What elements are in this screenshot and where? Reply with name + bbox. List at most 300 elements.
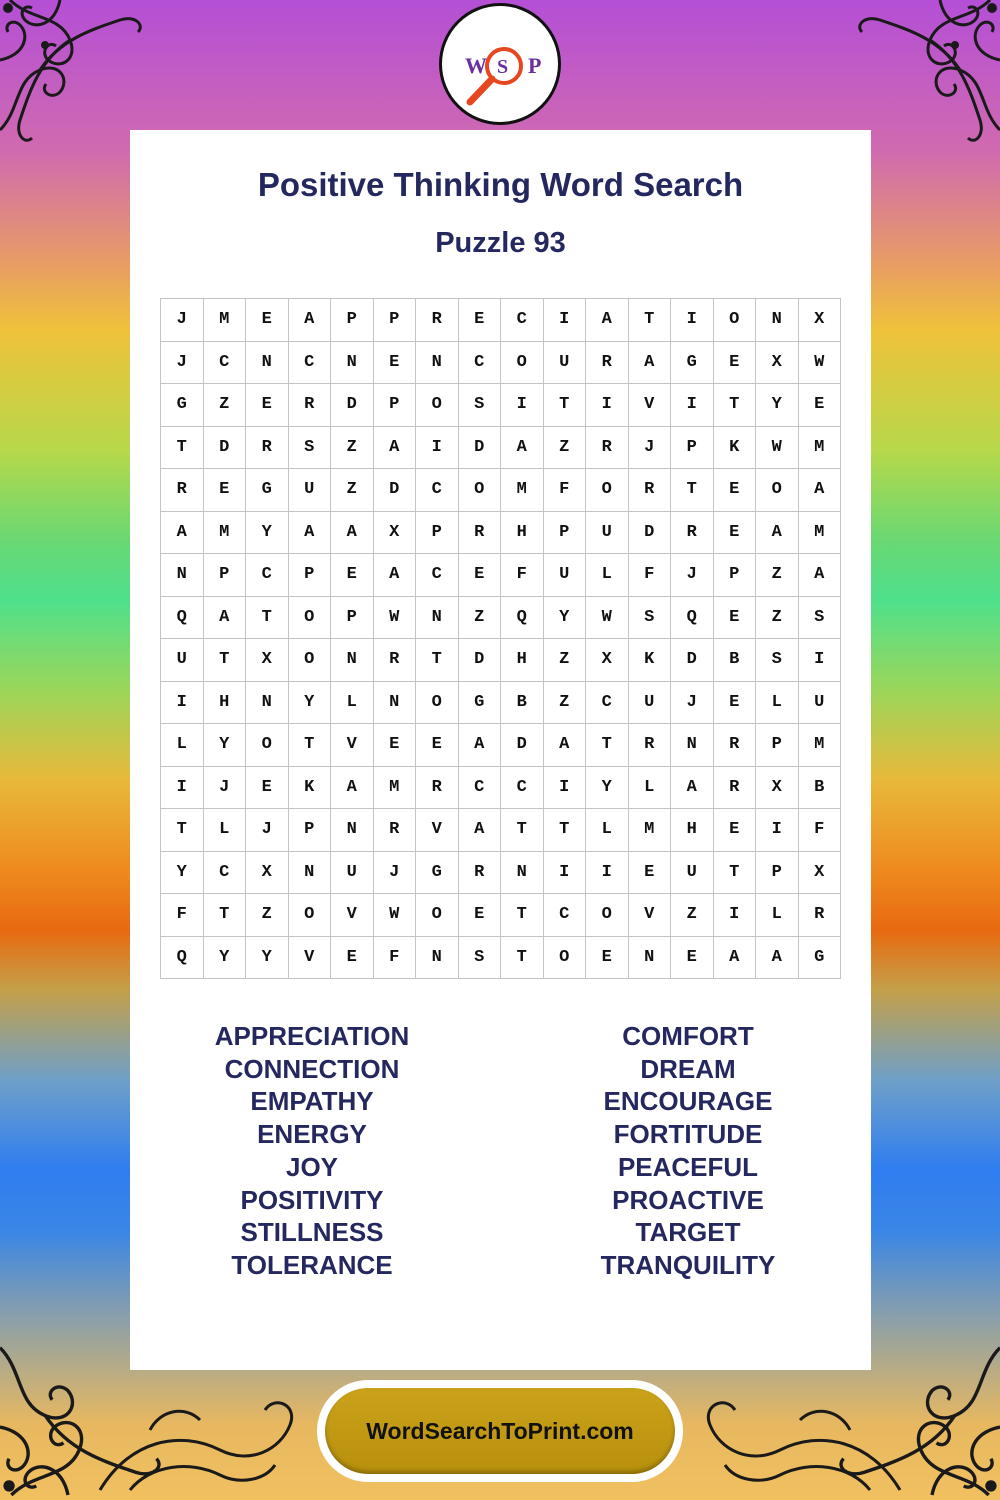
grid-cell[interactable]: A	[288, 511, 331, 554]
grid-cell[interactable]: I	[586, 384, 629, 427]
grid-cell[interactable]: C	[586, 681, 629, 724]
grid-cell[interactable]: N	[331, 341, 374, 384]
grid-cell[interactable]: F	[161, 894, 204, 937]
grid-cell[interactable]: N	[246, 341, 289, 384]
grid-cell[interactable]: Z	[543, 681, 586, 724]
grid-cell[interactable]: E	[713, 341, 756, 384]
grid-cell[interactable]: O	[416, 894, 459, 937]
grid-row	[161, 936, 841, 979]
grid-cell[interactable]: I	[798, 639, 841, 682]
grid-cell[interactable]: H	[501, 511, 544, 554]
grid-cell[interactable]: P	[203, 554, 246, 597]
grid-cell[interactable]: L	[586, 554, 629, 597]
grid-cell[interactable]: R	[628, 469, 671, 512]
grid-cell[interactable]: L	[161, 724, 204, 767]
grid-cell[interactable]: Q	[161, 936, 204, 979]
grid-cell[interactable]: C	[458, 341, 501, 384]
grid-cell[interactable]: Y	[246, 511, 289, 554]
grid-cell[interactable]: P	[288, 554, 331, 597]
grid-cell[interactable]: A	[713, 936, 756, 979]
grid-cell[interactable]: F	[501, 554, 544, 597]
grid-cell[interactable]: I	[671, 299, 714, 342]
grid-cell[interactable]: D	[671, 639, 714, 682]
grid-cell[interactable]: T	[586, 724, 629, 767]
grid-cell[interactable]: A	[798, 469, 841, 512]
grid-cell[interactable]: P	[543, 511, 586, 554]
grid-cell[interactable]: C	[543, 894, 586, 937]
grid-cell[interactable]: R	[628, 724, 671, 767]
grid-cell[interactable]: I	[713, 894, 756, 937]
word-item: PROACTIVE	[612, 1184, 764, 1215]
grid-cell[interactable]: D	[458, 639, 501, 682]
grid-cell[interactable]: C	[501, 299, 544, 342]
grid-cell[interactable]: D	[203, 426, 246, 469]
grid-cell[interactable]: J	[373, 851, 416, 894]
grid-cell[interactable]: X	[756, 766, 799, 809]
grid-cell[interactable]: O	[416, 384, 459, 427]
grid-cell[interactable]: J	[628, 426, 671, 469]
grid-cell[interactable]: I	[416, 426, 459, 469]
grid-cell[interactable]: E	[713, 469, 756, 512]
grid-cell[interactable]: R	[416, 299, 459, 342]
grid-cell[interactable]: M	[628, 809, 671, 852]
grid-cell[interactable]: T	[628, 299, 671, 342]
grid-cell[interactable]: C	[203, 341, 246, 384]
grid-cell[interactable]: N	[246, 681, 289, 724]
grid-cell[interactable]: L	[756, 894, 799, 937]
grid-cell[interactable]: P	[671, 426, 714, 469]
grid-cell[interactable]: O	[713, 299, 756, 342]
grid-cell[interactable]: R	[246, 426, 289, 469]
grid-cell[interactable]: J	[671, 681, 714, 724]
grid-cell[interactable]: E	[331, 554, 374, 597]
grid-cell[interactable]: N	[331, 809, 374, 852]
grid-cell[interactable]: E	[203, 469, 246, 512]
grid-cell[interactable]: T	[501, 936, 544, 979]
grid-row	[161, 809, 841, 852]
grid-cell[interactable]: E	[246, 384, 289, 427]
grid-cell[interactable]: O	[543, 936, 586, 979]
grid-cell[interactable]: R	[373, 809, 416, 852]
grid-cell[interactable]: N	[416, 936, 459, 979]
grid-cell[interactable]: U	[288, 469, 331, 512]
grid-cell[interactable]: K	[288, 766, 331, 809]
grid-cell[interactable]: T	[161, 426, 204, 469]
grid-cell[interactable]: M	[798, 724, 841, 767]
grid-row	[161, 341, 841, 384]
grid-cell[interactable]: M	[203, 299, 246, 342]
grid-cell[interactable]: X	[756, 341, 799, 384]
grid-cell[interactable]: A	[756, 936, 799, 979]
grid-cell[interactable]: I	[586, 851, 629, 894]
grid-cell[interactable]: J	[161, 341, 204, 384]
word-item: TRANQUILITY	[600, 1249, 776, 1280]
grid-cell[interactable]: E	[458, 894, 501, 937]
grid-cell[interactable]: P	[373, 299, 416, 342]
grid-cell[interactable]: E	[331, 936, 374, 979]
grid-cell[interactable]: D	[331, 384, 374, 427]
grid-cell[interactable]: N	[331, 639, 374, 682]
grid-row	[161, 299, 841, 342]
grid-row	[161, 426, 841, 469]
grid-cell[interactable]: M	[798, 426, 841, 469]
grid-cell[interactable]: M	[203, 511, 246, 554]
grid-cell[interactable]: X	[373, 511, 416, 554]
grid-cell[interactable]: T	[713, 384, 756, 427]
word-item: APPRECIATION	[214, 1021, 410, 1051]
grid-cell[interactable]: E	[713, 511, 756, 554]
grid-cell[interactable]: Y	[203, 936, 246, 979]
logo-letter-s: S	[497, 56, 509, 78]
grid-cell[interactable]: Z	[756, 554, 799, 597]
grid-cell[interactable]: C	[416, 554, 459, 597]
grid-cell[interactable]: R	[671, 511, 714, 554]
grid-cell[interactable]: L	[756, 681, 799, 724]
grid-cell[interactable]: V	[628, 894, 671, 937]
word-item: CONNECTION	[224, 1053, 400, 1084]
grid-cell[interactable]: A	[373, 554, 416, 597]
grid-cell[interactable]: I	[161, 681, 204, 724]
word-list-left	[162, 1020, 462, 1282]
grid-cell[interactable]: I	[543, 766, 586, 809]
grid-cell[interactable]: W	[373, 596, 416, 639]
logo-letter-p: P	[528, 53, 542, 78]
grid-cell[interactable]: G	[458, 681, 501, 724]
grid-row	[161, 554, 841, 597]
grid-cell[interactable]: P	[713, 554, 756, 597]
grid-cell[interactable]: Z	[543, 639, 586, 682]
word-item: ENERGY	[257, 1119, 367, 1150]
puzzle-sheet	[130, 130, 871, 1370]
grid-cell[interactable]: Z	[671, 894, 714, 937]
grid-row	[161, 724, 841, 767]
grid-cell[interactable]: G	[246, 469, 289, 512]
grid-cell[interactable]: A	[798, 554, 841, 597]
scroll-ornament-bottom-left	[90, 1370, 320, 1500]
page-title: Positive Thinking Word Search	[257, 166, 744, 203]
grid-cell[interactable]: R	[798, 894, 841, 937]
grid-cell[interactable]: E	[416, 724, 459, 767]
grid-cell[interactable]: S	[756, 639, 799, 682]
grid-cell[interactable]: S	[288, 426, 331, 469]
grid-cell[interactable]: O	[501, 341, 544, 384]
scroll-ornament-bottom-right	[680, 1370, 910, 1500]
grid-cell[interactable]: T	[203, 639, 246, 682]
grid-cell[interactable]: U	[161, 639, 204, 682]
grid-cell[interactable]: X	[246, 851, 289, 894]
grid-cell[interactable]: H	[203, 681, 246, 724]
grid-cell[interactable]: F	[543, 469, 586, 512]
grid-cell[interactable]: C	[203, 851, 246, 894]
grid-cell[interactable]: T	[246, 596, 289, 639]
grid-cell[interactable]: R	[458, 511, 501, 554]
grid-cell[interactable]: S	[628, 596, 671, 639]
word-item: EMPATHY	[250, 1086, 374, 1117]
grid-cell[interactable]: E	[373, 341, 416, 384]
grid-cell[interactable]: T	[161, 809, 204, 852]
grid-cell[interactable]: L	[203, 809, 246, 852]
grid-cell[interactable]: P	[331, 596, 374, 639]
grid-cell[interactable]: J	[671, 554, 714, 597]
grid-row	[161, 469, 841, 512]
grid-cell[interactable]: Y	[756, 384, 799, 427]
grid-cell[interactable]: Y	[161, 851, 204, 894]
grid-cell[interactable]: B	[713, 639, 756, 682]
grid-cell[interactable]: P	[756, 724, 799, 767]
puzzle-number: Puzzle 93	[435, 227, 566, 259]
grid-cell[interactable]: U	[798, 681, 841, 724]
grid-cell[interactable]: I	[501, 384, 544, 427]
grid-cell[interactable]: A	[458, 809, 501, 852]
grid-cell[interactable]: D	[373, 469, 416, 512]
word-item: COMFORT	[622, 1021, 754, 1051]
grid-cell[interactable]: V	[288, 936, 331, 979]
grid-cell[interactable]: Z	[543, 426, 586, 469]
grid-cell[interactable]: U	[586, 511, 629, 554]
grid-cell[interactable]: N	[628, 936, 671, 979]
grid-cell[interactable]: Y	[203, 724, 246, 767]
wsp-logo[interactable]	[439, 3, 561, 125]
grid-cell[interactable]: R	[586, 426, 629, 469]
grid-cell[interactable]: L	[331, 681, 374, 724]
grid-cell[interactable]: I	[543, 851, 586, 894]
grid-cell[interactable]: C	[458, 766, 501, 809]
grid-cell[interactable]: P	[331, 299, 374, 342]
grid-cell[interactable]: E	[458, 299, 501, 342]
grid-cell[interactable]: U	[543, 341, 586, 384]
corner-ornament-top-right	[850, 0, 1000, 150]
grid-cell[interactable]: E	[246, 299, 289, 342]
grid-cell[interactable]: V	[628, 384, 671, 427]
grid-cell[interactable]: A	[628, 341, 671, 384]
grid-cell[interactable]: H	[501, 639, 544, 682]
grid-cell[interactable]: L	[628, 766, 671, 809]
grid-cell[interactable]: N	[416, 341, 459, 384]
grid-cell[interactable]: O	[416, 681, 459, 724]
grid-cell[interactable]: N	[671, 724, 714, 767]
grid-row	[161, 639, 841, 682]
grid-cell[interactable]: Y	[246, 936, 289, 979]
grid-cell[interactable]: R	[713, 724, 756, 767]
grid-cell[interactable]: C	[416, 469, 459, 512]
grid-cell[interactable]: U	[671, 851, 714, 894]
grid-cell[interactable]: C	[288, 341, 331, 384]
grid-cell[interactable]: O	[288, 639, 331, 682]
magnifier-icon	[442, 6, 558, 122]
grid-cell[interactable]: S	[458, 384, 501, 427]
grid-cell[interactable]: U	[331, 851, 374, 894]
grid-cell[interactable]: E	[671, 936, 714, 979]
grid-cell[interactable]: Y	[586, 766, 629, 809]
grid-cell[interactable]: Y	[288, 681, 331, 724]
grid-cell[interactable]: E	[713, 681, 756, 724]
grid-cell[interactable]: Z	[246, 894, 289, 937]
grid-cell[interactable]: P	[288, 809, 331, 852]
grid-cell[interactable]: E	[373, 724, 416, 767]
grid-cell[interactable]: X	[586, 639, 629, 682]
letter-grid[interactable]	[160, 298, 841, 979]
grid-row	[161, 511, 841, 554]
grid-cell[interactable]: T	[543, 809, 586, 852]
grid-cell[interactable]: A	[586, 299, 629, 342]
grid-cell[interactable]: D	[501, 724, 544, 767]
grid-cell[interactable]: T	[543, 384, 586, 427]
grid-cell[interactable]: P	[756, 851, 799, 894]
grid-cell[interactable]: W	[798, 341, 841, 384]
grid-cell[interactable]: T	[203, 894, 246, 937]
grid-cell[interactable]: R	[586, 341, 629, 384]
grid-row	[161, 384, 841, 427]
grid-cell[interactable]: H	[671, 809, 714, 852]
word-item: TARGET	[635, 1217, 741, 1248]
grid-cell[interactable]: I	[756, 809, 799, 852]
grid-cell[interactable]: T	[416, 639, 459, 682]
website-link[interactable]: WordSearchToPrint.com	[325, 1388, 675, 1474]
word-item: JOY	[285, 1151, 339, 1182]
grid-cell[interactable]: Z	[756, 596, 799, 639]
grid-cell[interactable]: O	[586, 894, 629, 937]
grid-cell[interactable]: O	[288, 894, 331, 937]
grid-cell[interactable]: U	[543, 554, 586, 597]
grid-cell[interactable]: N	[373, 681, 416, 724]
grid-cell[interactable]: M	[373, 766, 416, 809]
word-item: TOLERANCE	[231, 1249, 393, 1280]
grid-cell[interactable]: Z	[458, 596, 501, 639]
grid-cell[interactable]: M	[798, 511, 841, 554]
grid-cell[interactable]: G	[798, 936, 841, 979]
grid-cell[interactable]: A	[671, 766, 714, 809]
grid-cell[interactable]: A	[331, 766, 374, 809]
grid-cell[interactable]: V	[416, 809, 459, 852]
website-button[interactable]	[317, 1380, 683, 1482]
grid-cell[interactable]: R	[161, 469, 204, 512]
grid-cell[interactable]: P	[373, 384, 416, 427]
grid-cell[interactable]: A	[458, 724, 501, 767]
grid-cell[interactable]: B	[501, 681, 544, 724]
grid-cell[interactable]: N	[416, 596, 459, 639]
grid-cell[interactable]: P	[416, 511, 459, 554]
grid-cell[interactable]: W	[756, 426, 799, 469]
grid-cell[interactable]: A	[203, 596, 246, 639]
word-item: PEACEFUL	[617, 1151, 759, 1182]
grid-cell[interactable]: A	[756, 511, 799, 554]
grid-cell[interactable]: U	[628, 681, 671, 724]
grid-cell[interactable]: M	[501, 469, 544, 512]
grid-cell[interactable]: Z	[331, 469, 374, 512]
grid-cell[interactable]: I	[671, 384, 714, 427]
grid-cell[interactable]: Q	[501, 596, 544, 639]
grid-cell[interactable]: O	[586, 469, 629, 512]
grid-cell[interactable]: A	[373, 426, 416, 469]
grid-cell[interactable]: Y	[543, 596, 586, 639]
grid-cell[interactable]: O	[756, 469, 799, 512]
grid-cell[interactable]: F	[373, 936, 416, 979]
grid-cell[interactable]: E	[713, 809, 756, 852]
grid-cell[interactable]: G	[416, 851, 459, 894]
grid-cell[interactable]: B	[798, 766, 841, 809]
grid-cell[interactable]: F	[798, 809, 841, 852]
grid-cell[interactable]: I	[161, 766, 204, 809]
grid-cell[interactable]: A	[543, 724, 586, 767]
grid-cell[interactable]: C	[246, 554, 289, 597]
grid-cell[interactable]: R	[713, 766, 756, 809]
word-list-right	[538, 1020, 838, 1282]
grid-cell[interactable]: A	[288, 299, 331, 342]
grid-cell[interactable]: T	[288, 724, 331, 767]
grid-cell[interactable]: W	[373, 894, 416, 937]
grid-cell[interactable]: A	[501, 426, 544, 469]
grid-cell[interactable]: C	[501, 766, 544, 809]
grid-cell[interactable]: W	[586, 596, 629, 639]
grid-cell[interactable]: V	[331, 894, 374, 937]
grid-cell[interactable]: D	[458, 426, 501, 469]
grid-cell[interactable]: N	[501, 851, 544, 894]
grid-cell[interactable]: R	[416, 766, 459, 809]
grid-cell[interactable]: Q	[671, 596, 714, 639]
grid-cell[interactable]: R	[288, 384, 331, 427]
grid-row	[161, 851, 841, 894]
grid-cell[interactable]: E	[713, 596, 756, 639]
grid-cell[interactable]: A	[161, 511, 204, 554]
grid-cell[interactable]: Z	[203, 384, 246, 427]
grid-cell[interactable]: O	[246, 724, 289, 767]
grid-cell[interactable]: O	[458, 469, 501, 512]
grid-row	[161, 766, 841, 809]
grid-cell[interactable]: T	[501, 809, 544, 852]
grid-cell[interactable]: D	[628, 511, 671, 554]
grid-cell[interactable]: X	[798, 299, 841, 342]
grid-cell[interactable]: T	[671, 469, 714, 512]
grid-cell[interactable]: T	[713, 851, 756, 894]
grid-cell[interactable]: J	[161, 299, 204, 342]
grid-cell[interactable]: X	[798, 851, 841, 894]
grid-cell[interactable]: J	[246, 809, 289, 852]
grid-cell[interactable]: N	[756, 299, 799, 342]
grid-cell[interactable]: E	[586, 936, 629, 979]
grid-cell[interactable]: R	[373, 639, 416, 682]
grid-cell[interactable]: N	[161, 554, 204, 597]
word-item: ENCOURAGE	[603, 1086, 773, 1117]
grid-cell[interactable]: I	[543, 299, 586, 342]
grid-cell[interactable]: N	[288, 851, 331, 894]
logo-letter-w: W	[465, 53, 487, 78]
grid-cell[interactable]: G	[671, 341, 714, 384]
grid-cell[interactable]: E	[798, 384, 841, 427]
grid-cell[interactable]: V	[331, 724, 374, 767]
grid-row	[161, 596, 841, 639]
grid-cell[interactable]: S	[458, 936, 501, 979]
grid-cell[interactable]: K	[628, 639, 671, 682]
grid-cell[interactable]: Q	[161, 596, 204, 639]
grid-cell[interactable]: L	[586, 809, 629, 852]
grid-cell[interactable]: K	[713, 426, 756, 469]
grid-cell[interactable]: A	[331, 511, 374, 554]
grid-cell[interactable]: O	[288, 596, 331, 639]
grid-cell[interactable]: R	[458, 851, 501, 894]
grid-cell[interactable]: X	[246, 639, 289, 682]
grid-cell[interactable]: F	[628, 554, 671, 597]
grid-row	[161, 894, 841, 937]
grid-cell[interactable]: E	[458, 554, 501, 597]
grid-cell[interactable]: G	[161, 384, 204, 427]
grid-cell[interactable]: S	[798, 596, 841, 639]
grid-cell[interactable]: E	[246, 766, 289, 809]
grid-cell[interactable]: E	[628, 851, 671, 894]
grid-cell[interactable]: J	[203, 766, 246, 809]
grid-cell[interactable]: T	[501, 894, 544, 937]
grid-cell[interactable]: Z	[331, 426, 374, 469]
word-item: DREAM	[640, 1053, 736, 1084]
